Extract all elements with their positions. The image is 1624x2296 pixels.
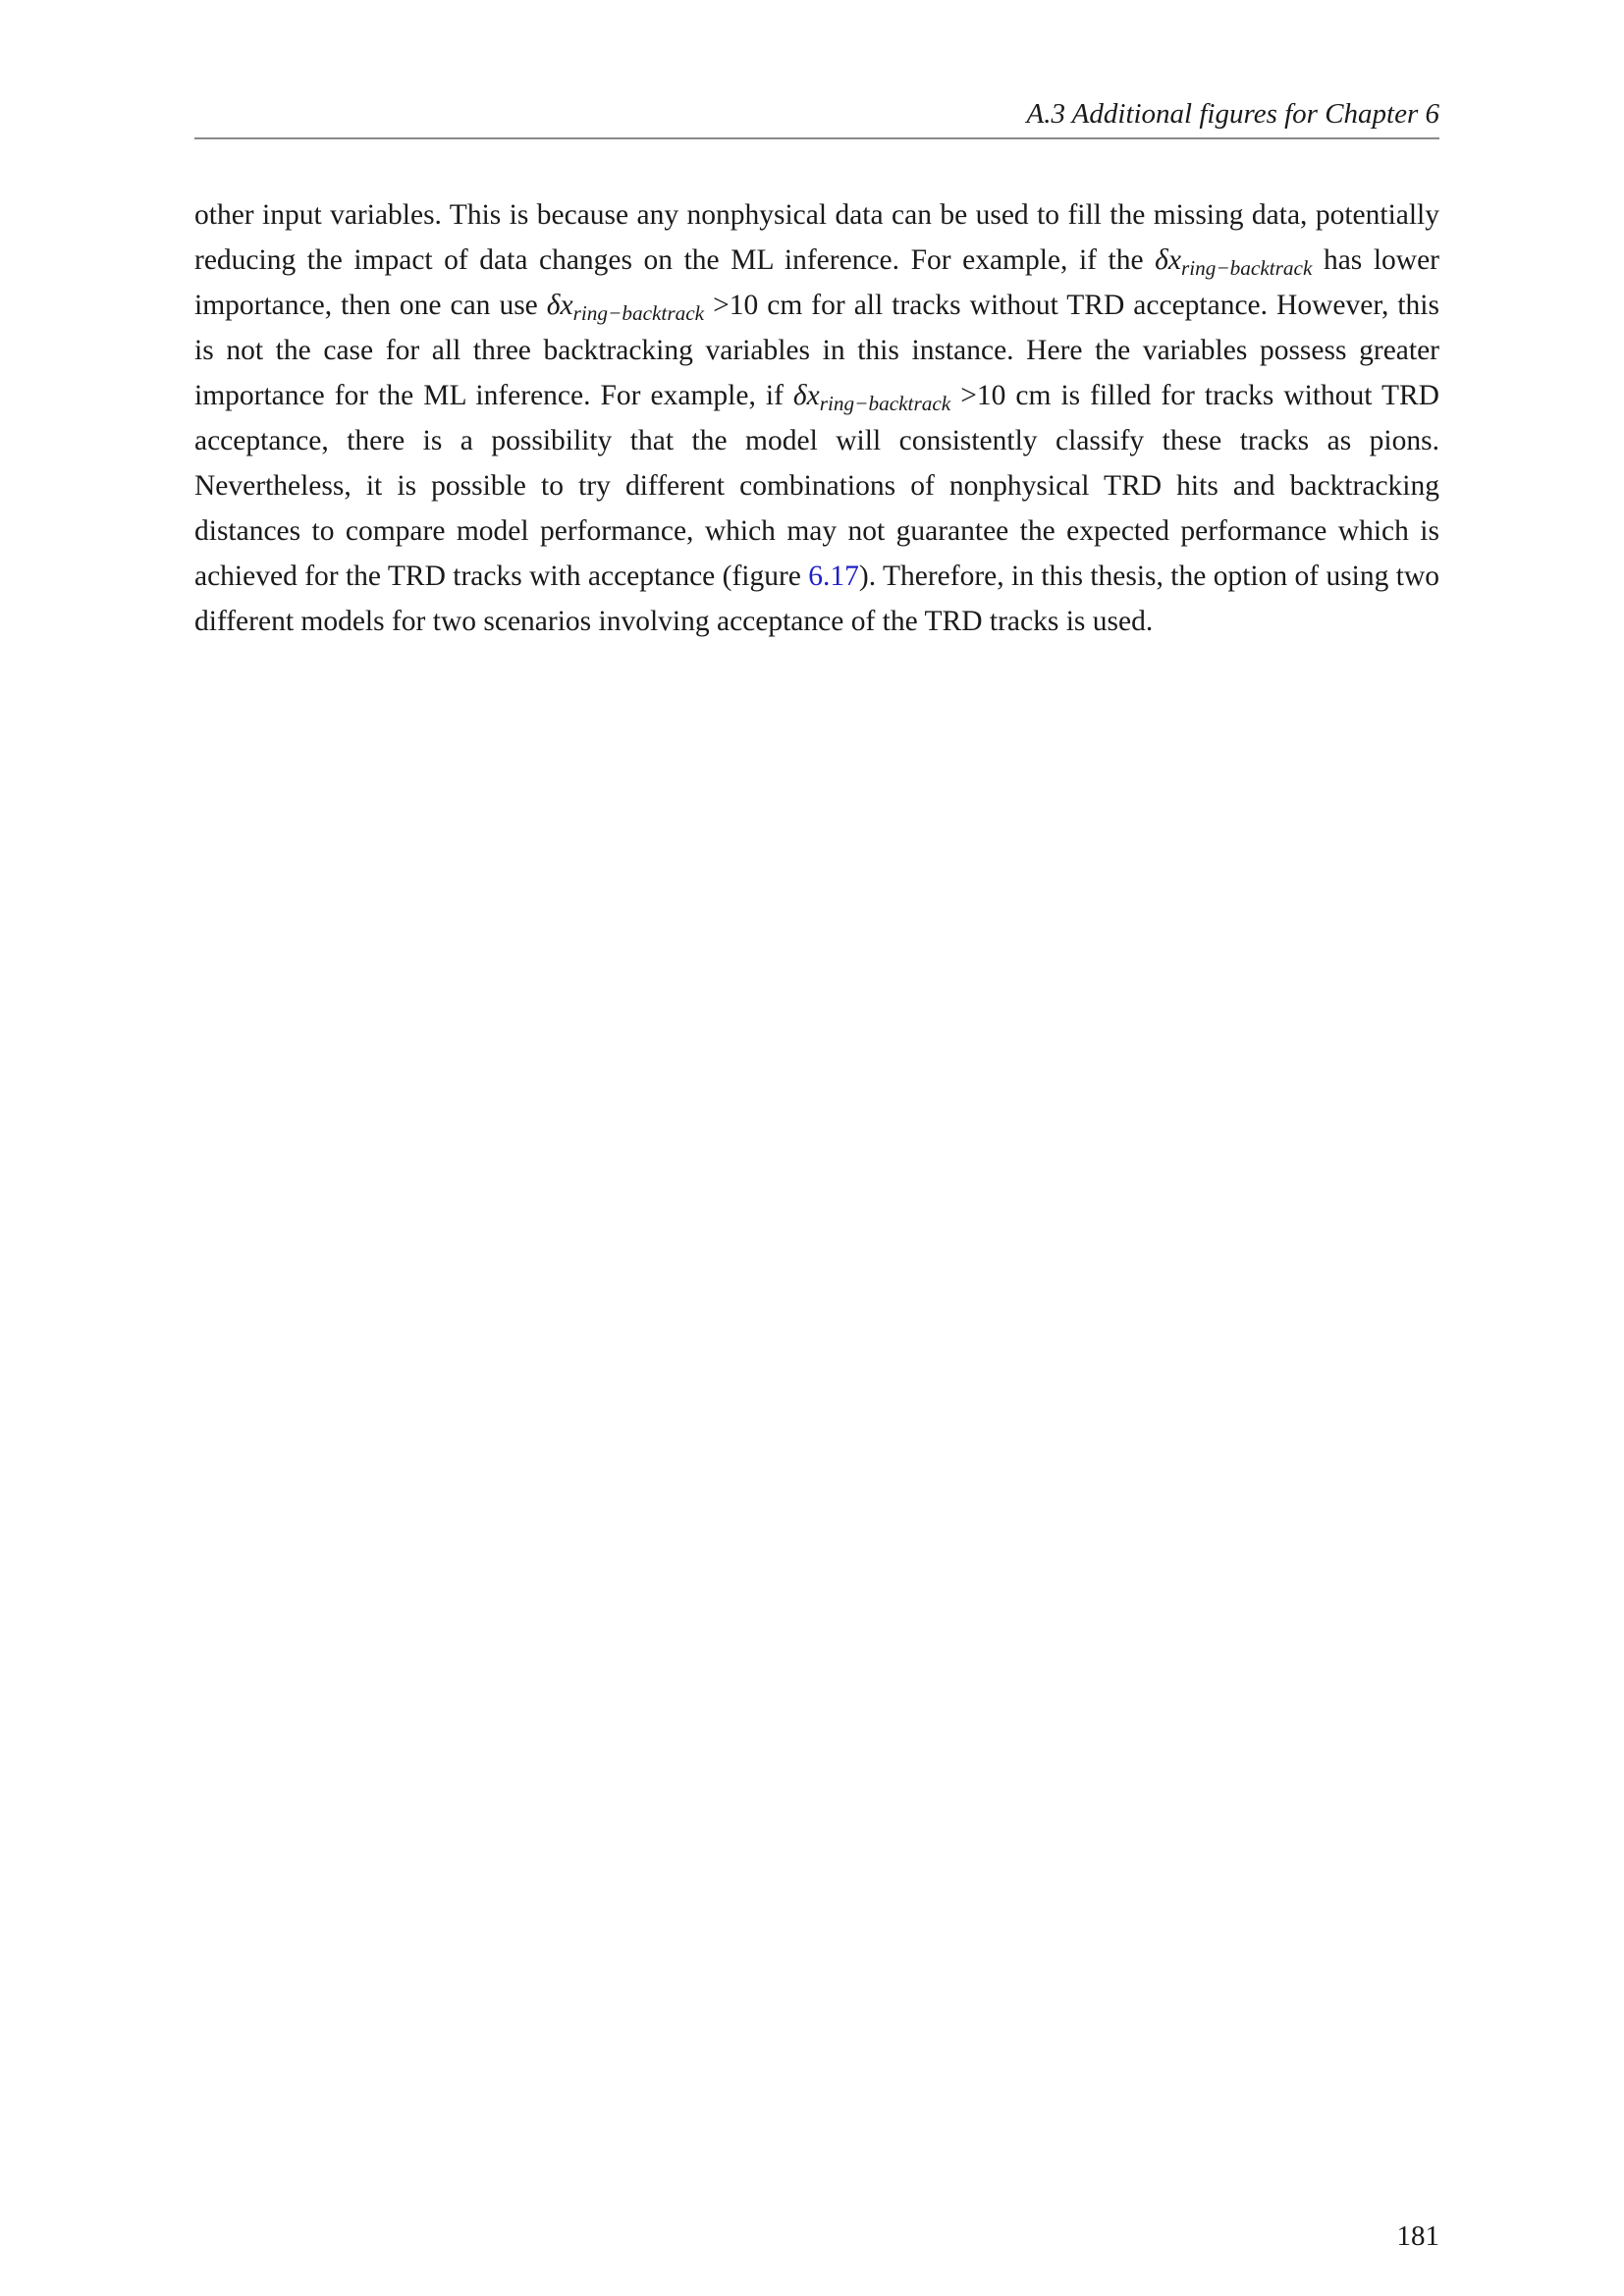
math-subscript: ring−backtrack: [1180, 255, 1313, 280]
running-title: A.3 Additional figures for Chapter 6: [1026, 98, 1439, 130]
math-delta-x-ring-backtrack: [1155, 244, 1313, 280]
page-number: 181: [1396, 2220, 1439, 2252]
page-header: [194, 96, 1439, 139]
body-paragraph: [194, 192, 1439, 644]
paragraph-text: other input variables. This is because any nonphysical data can be used to fill the missing data, potentially reducing the impact of data changes on the ML inference. For example, if the: [194, 199, 1439, 276]
math-delta-x-ring-backtrack: [792, 380, 951, 415]
figure-reference-link[interactable]: 6.17: [808, 561, 859, 592]
math-base: δx: [792, 380, 820, 411]
paragraph-text: >10 cm for all tracks without TRD acceptance. However, this is not the case for all three backtracking variables in this instance. Here the variables possess greater importance for the ML inference. For example, if: [194, 290, 1439, 411]
paragraph-text: has lower importance, then one can use: [194, 244, 1439, 321]
math-base: δx: [546, 290, 573, 321]
math-base: δx: [1155, 244, 1181, 276]
math-delta-x-ring-backtrack: [546, 290, 705, 325]
paragraph-text: ). Therefore, in this thesis, the option of using two different models for two scenarios involving acceptance of the TRD tracks is used.: [194, 561, 1440, 637]
math-subscript: ring−backtrack: [819, 391, 951, 415]
math-subscript: ring−backtrack: [572, 300, 705, 325]
paragraph-text: >10 cm is filled for tracks without TRD acceptance, there is a possibility that the model will consistently classify these tracks as pions. Nevertheless, it is possible to try different combinations of nonphysical TRD hits and backtracking distances to compare model performance, which may not guarantee the expected performance which is achieved for the TRD tracks with acceptance (figure: [194, 380, 1439, 592]
